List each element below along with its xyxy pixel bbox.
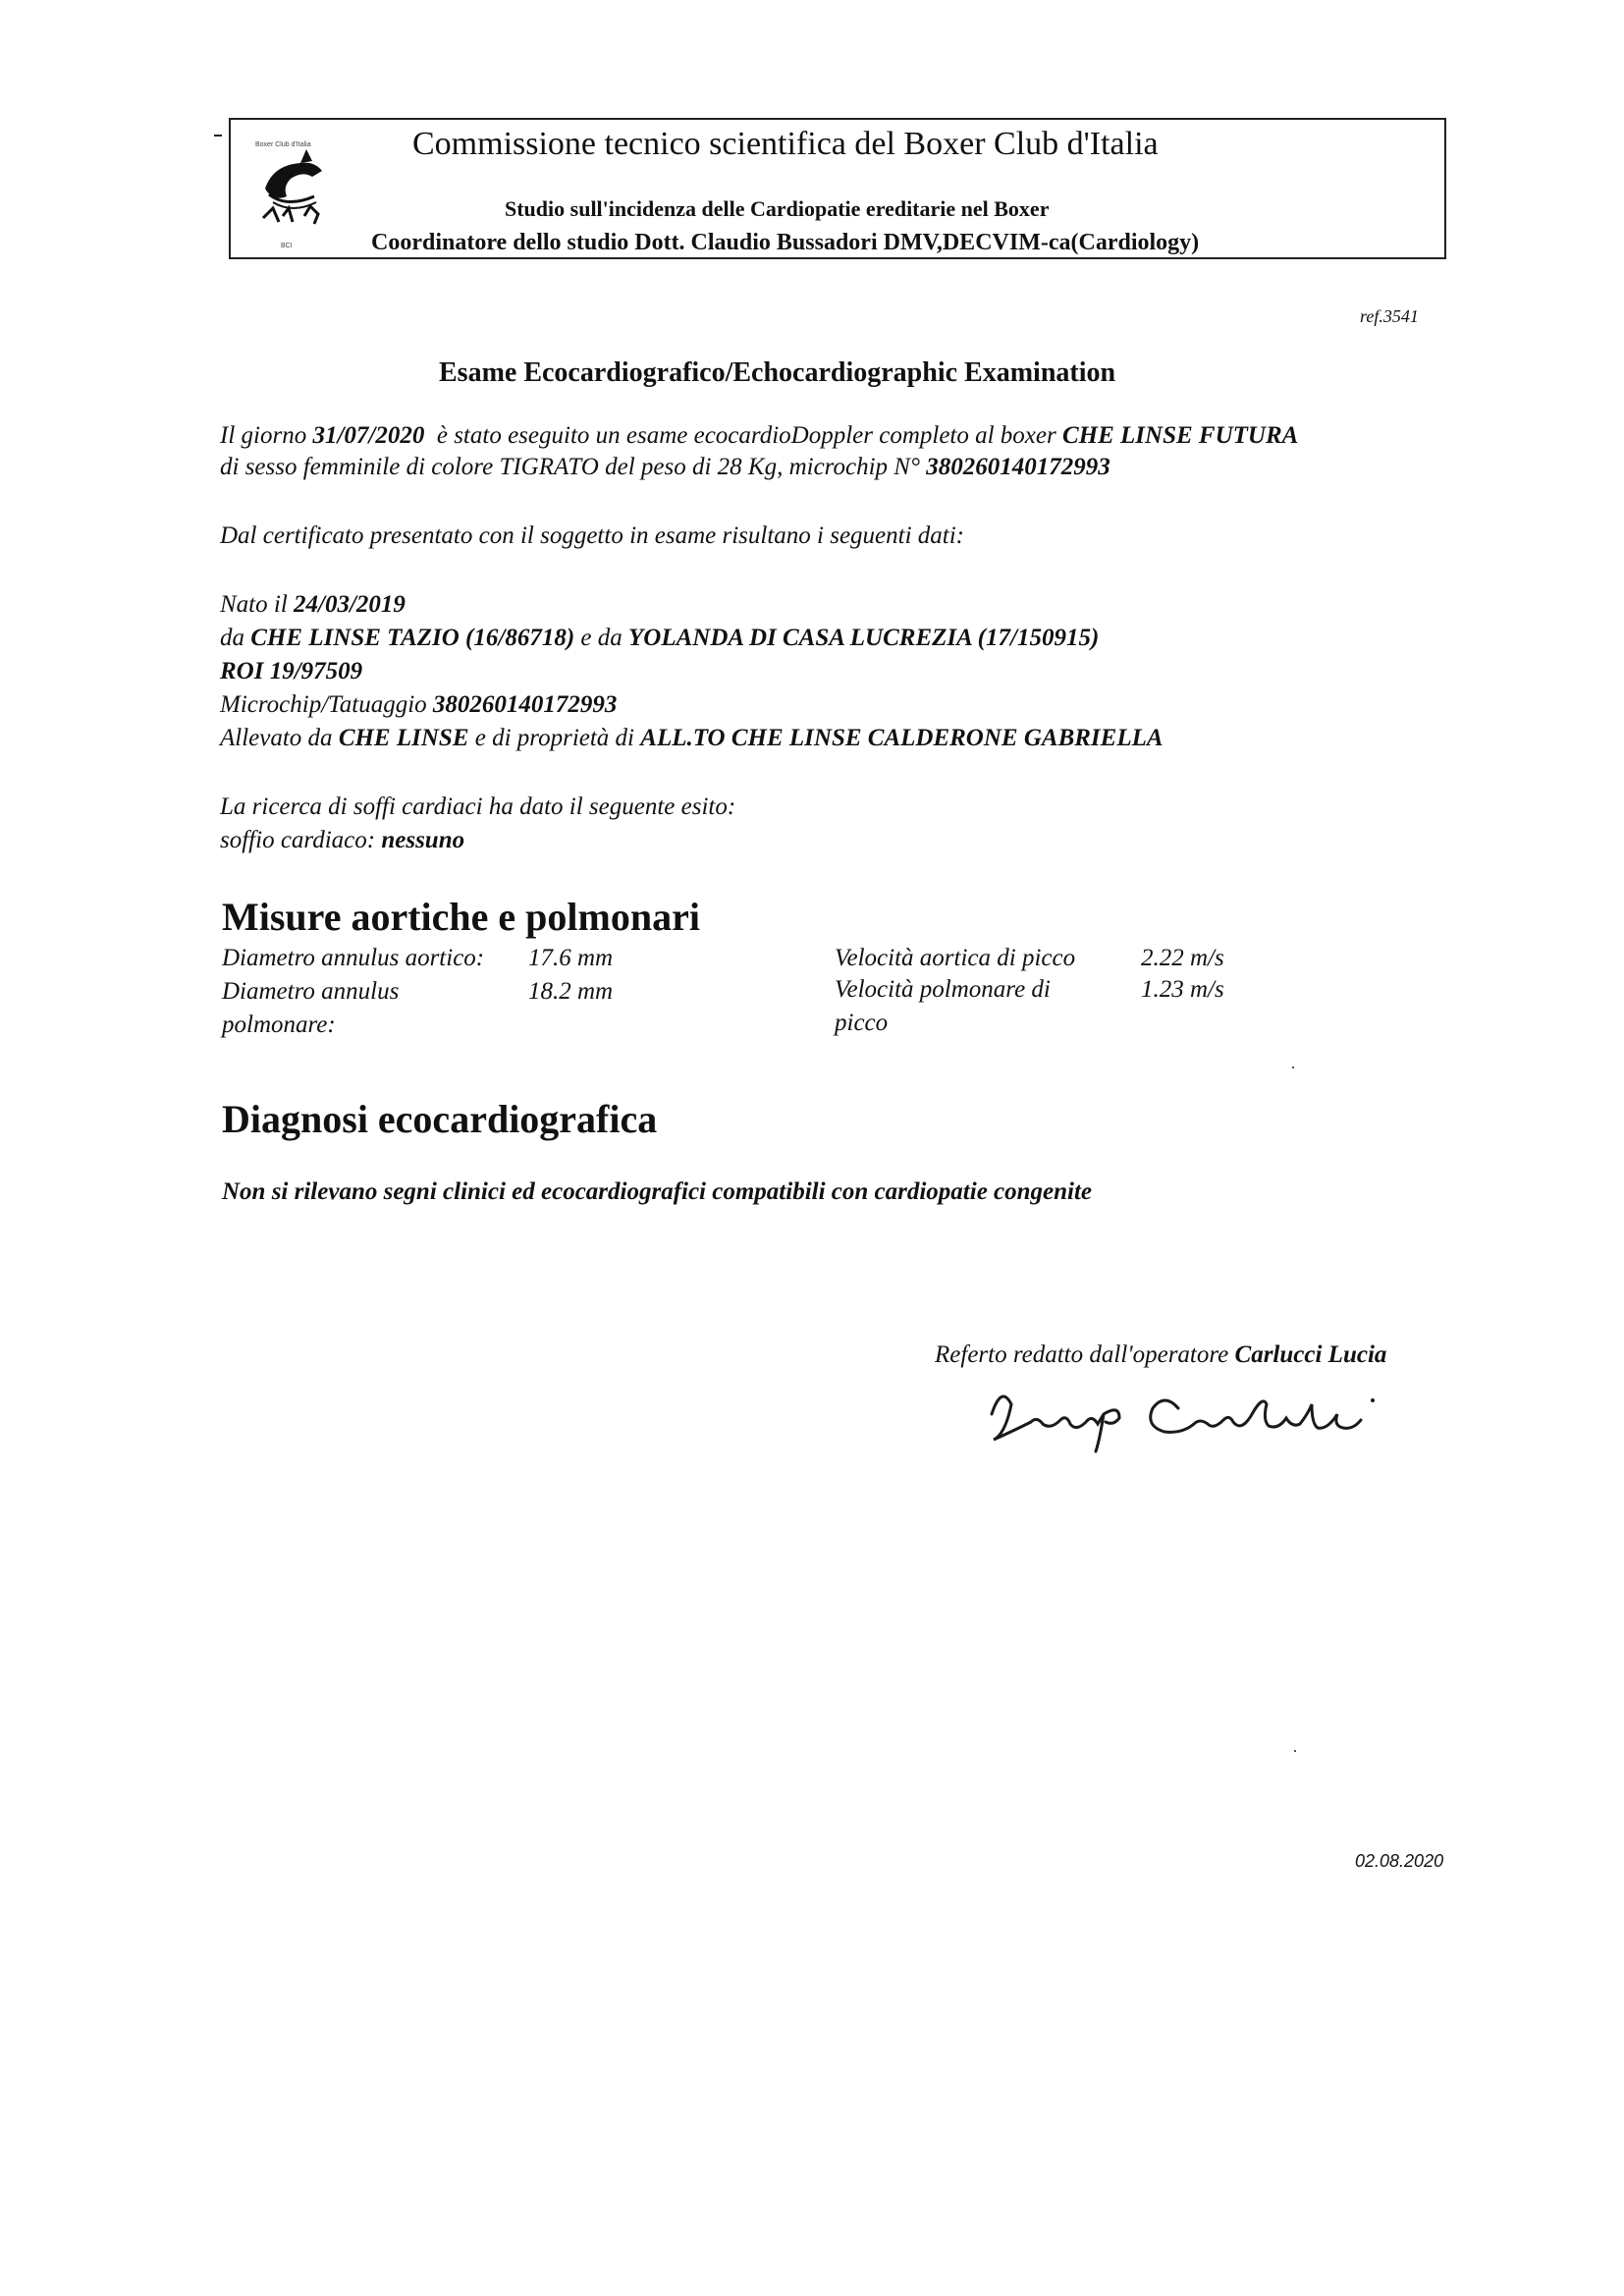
chip-number: 380260140172993: [432, 691, 618, 718]
breeder-line: [220, 725, 1164, 752]
report-line: [935, 1341, 1386, 1369]
scan-mark: [214, 135, 222, 137]
study-subtitle: Studio sull'incidenza delle Cardiopatie ereditarie nel Boxer: [505, 196, 1050, 221]
dam: YOLANDA DI CASA LUCREZIA (17/150915): [628, 625, 1100, 651]
diagnosis-heading: Diagnosi ecocardiografica: [222, 1097, 658, 1141]
murmur-label: soffio cardiaco:: [220, 827, 376, 853]
aortic-velocity-value: 2.22 m/s: [1141, 945, 1224, 971]
pulmonary-velocity-value: 1.23 m/s: [1141, 976, 1224, 1003]
document-date: 02.08.2020: [1355, 1851, 1444, 1871]
scan-speck: [1292, 1066, 1294, 1068]
intro-date-label: Il giorno: [220, 422, 307, 449]
pulmonary-diameter-label: Diametro annulus: [222, 978, 400, 1005]
pulmonary-diameter-label-cont: polmonare:: [222, 1011, 336, 1038]
aortic-diameter-value: 17.6 mm: [528, 945, 614, 971]
birth-line: [220, 591, 406, 619]
intro-line-1: [220, 422, 1298, 450]
logo-text: Boxer Club d'Italia: [255, 141, 311, 148]
pulmonary-velocity-label-cont: picco: [835, 1010, 889, 1036]
murmur-intro: La ricerca di soffi cardiaci ha dato il seguente esito:: [220, 793, 736, 820]
study-coordinator: Coordinatore dello studio Dott. Claudio Bussadori DMV,DECVIM-ca(Cardiology): [371, 230, 1200, 255]
dam-label: e da: [580, 625, 623, 651]
intro-line-2: [220, 454, 1110, 481]
measures-heading: Misure aortiche e polmonari: [222, 895, 700, 939]
murmur-line: [220, 827, 464, 854]
born-label: Nato il: [220, 591, 288, 618]
murmur-value: nessuno: [381, 827, 465, 853]
aortic-diameter-label: Diametro annulus aortico:: [222, 945, 485, 971]
sire-label: da: [220, 625, 244, 651]
owner: ALL.TO CHE LINSE CALDERONE GABRIELLA: [640, 725, 1164, 751]
aortic-velocity-label: Velocità aortica di picco: [835, 945, 1076, 971]
exam-date: 31/07/2020: [312, 422, 425, 449]
microchip-number: 380260140172993: [926, 454, 1110, 480]
header-title: Commissione tecnico scientifica del Boxer Club d'Italia: [412, 126, 1159, 162]
scan-speck: [1294, 1750, 1296, 1752]
exam-title: Esame Ecocardiografico/Echocardiographic Examination: [439, 357, 1116, 388]
owner-label: e di proprietà di: [474, 725, 635, 751]
chip-label: Microchip/Tatuaggio: [220, 691, 427, 718]
intro-text: è stato eseguito un esame ecocardioDoppler completo al boxer: [436, 422, 1056, 449]
roi-number: ROI 19/97509: [220, 658, 363, 684]
reference-number: ref.3541: [1360, 306, 1419, 326]
handwritten-signature: [972, 1375, 1384, 1453]
chip-line: [220, 691, 617, 719]
parents-line: [220, 625, 1099, 652]
born-date: 24/03/2019: [294, 591, 406, 618]
operator-name: Carlucci Lucia: [1234, 1341, 1387, 1368]
certificate-intro: Dal certificato presentato con il soggetto in esame risultano i seguenti dati:: [220, 522, 965, 549]
logo-caption: BCI: [281, 243, 293, 249]
sire: CHE LINSE TAZIO (16/86718): [250, 625, 575, 651]
breeder-label: Allevato da: [220, 725, 333, 751]
signature-icon: [972, 1375, 1384, 1453]
pulmonary-velocity-label: Velocità polmonare di: [835, 976, 1051, 1003]
diagnosis-text: Non si rilevano segni clinici ed ecocardiografici compatibili con cardiopatie congenite: [222, 1178, 1093, 1205]
boxer-dog-logo-icon: [244, 137, 342, 253]
boxer-club-logo: [244, 137, 342, 253]
pulmonary-diameter-value: 18.2 mm: [528, 978, 614, 1005]
intro-details: di sesso femminile di colore TIGRATO del peso di 28 Kg, microchip N°: [220, 454, 920, 480]
report-label: Referto redatto dall'operatore: [935, 1341, 1229, 1368]
breeder: CHE LINSE: [338, 725, 469, 751]
dog-name: CHE LINSE FUTURA: [1061, 422, 1299, 449]
